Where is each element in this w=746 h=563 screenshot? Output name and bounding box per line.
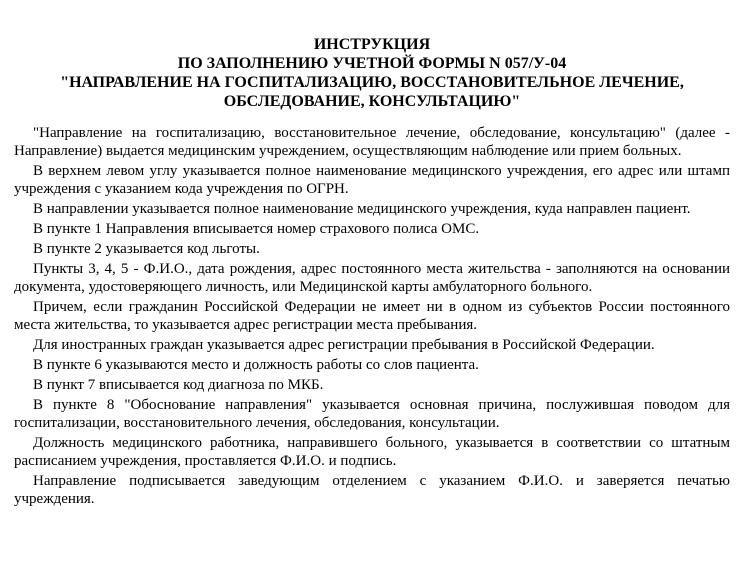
title-line-3: "НАПРАВЛЕНИЕ НА ГОСПИТАЛИЗАЦИЮ, ВОССТАНОВИТЕЛЬНОЕ ЛЕЧЕНИЕ,: [60, 74, 684, 91]
paragraph-medical-worker: Должность медицинского работника, направившего больного, указывается в соответствии со штатным расписанием учреждения, проставляется Ф.И.О. и подпись.: [14, 435, 730, 469]
paragraph-item-6: В пункте 6 указываются место и должность работы со слов пациента.: [33, 357, 479, 373]
paragraph-foreign-citizens: Для иностранных граждан указывается адрес регистрации пребывания в Российской Федерации.: [33, 337, 655, 353]
paragraph-item-8: В пункте 8 "Обоснование направления" указывается основная причина, послужившая поводом для госпитализации, восстановительного лечения, обследования, консультации.: [14, 397, 730, 431]
paragraph-intro: "Направление на госпитализацию, восстановительное лечение, обследование, консультацию" (далее - Направление) выдается медицинским учреждением, осуществляющим наблюдение или прием больных.: [14, 125, 730, 159]
paragraph-item-7: В пункт 7 вписывается код диагноза по МКБ.: [33, 377, 324, 393]
document-title: [14, 35, 730, 111]
paragraph-signature: Направление подписывается заведующим отделением с указанием Ф.И.О. и заверяется печатью учреждения.: [14, 473, 730, 507]
paragraph-item-1: В пункте 1 Направления вписывается номер страхового полиса ОМС.: [33, 221, 480, 237]
paragraph-items-3-5: Пункты 3, 4, 5 - Ф.И.О., дата рождения, адрес постоянного места жительства - заполняются на основании документа, удостоверяющего личность, или Медицинской карты амбулаторного больного.: [14, 261, 730, 295]
title-line-2: ПО ЗАПОЛНЕНИЮ УЧЕТНОЙ ФОРМЫ N 057/У-04: [177, 55, 567, 72]
paragraph-no-residence: Причем, если гражданин Российской Федерации не имеет ни в одном из субъектов России постоянного места жительства, то указывается адрес регистрации места пребывания.: [14, 299, 730, 333]
title-line-1: ИНСТРУКЦИЯ: [313, 36, 431, 53]
paragraph-item-2: В пункте 2 указывается код льготы.: [33, 241, 260, 257]
instruction-document: [14, 35, 730, 508]
document-body: [14, 124, 730, 508]
paragraph-destination: В направлении указывается полное наименование медицинского учреждения, куда направлен пациент.: [33, 201, 691, 217]
title-line-4: ОБСЛЕДОВАНИЕ, КОНСУЛЬТАЦИЮ": [223, 93, 521, 110]
paragraph-stamp: В верхнем левом углу указывается полное наименование медицинского учреждения, его адрес или штамп учреждения с указанием кода учреждения по ОГРН.: [14, 163, 730, 197]
